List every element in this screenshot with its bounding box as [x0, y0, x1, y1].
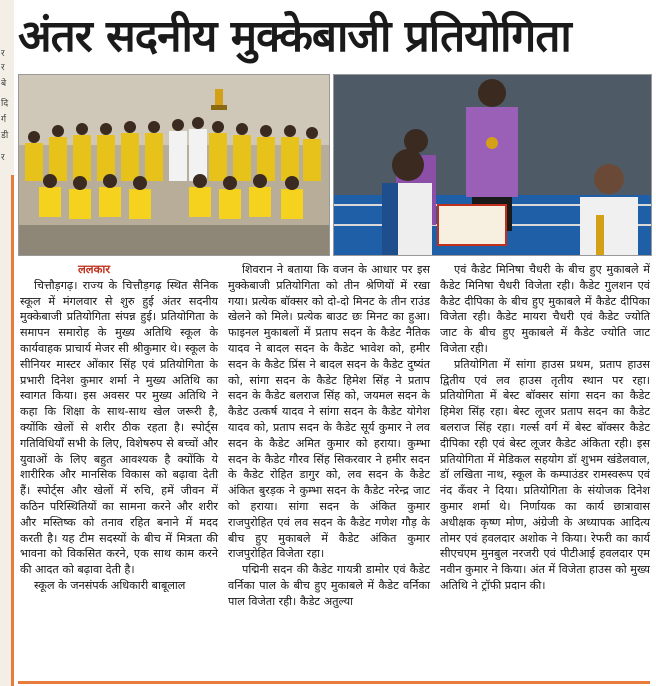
margin-fragment: डी	[1, 131, 9, 141]
article-column-1	[20, 262, 218, 680]
margin-fragment: र	[1, 49, 5, 59]
article-body	[18, 262, 650, 680]
group-photo	[18, 74, 330, 256]
article-paragraph: पद्मिनी सदन की कैडेट गायत्री डामोर एवं कैडेट वर्निका पाल के बीच हुए मुकाबले में कैडेट वर्निका पाल विजेता रही। कैडेट अतुल्या	[228, 563, 430, 608]
article-column-2	[228, 262, 430, 680]
byline: ललकार	[78, 262, 111, 276]
award-photo-illustration	[334, 75, 651, 255]
article-paragraph: शिवरान ने बताया कि वजन के आधार पर इस मुक्केबाजी प्रतियोगिता को तीन श्रेणियों में रखा गया। प्रत्येक बॉक्सर को दो-दो मिनट के तीन राउंड खेलने को मिले। प्रत्येक बाउट छः मिनट का हुआ। फाइनल मुकाबलों में प्रताप सदन के कैडेट नैतिक यादव ने बादल सदन के कैडेट भावेश को, हमीर सदन के कैडेट प्रिंस ने बादल सदन के कैडेट दुष्यंत को, सांगा सदन के कैडेट हिमेश सिंह ने प्रताप सदन के कैडेट बलराज सिंह को, जयमल सदन के कैडेट उत्कर्ष यादव ने सांगा सदन के कैडेट योगेश यादव को, प्रताप सदन के कैडेट सूर्य कुमार ने लव सदन के कैडेट अमित कुमार को हराया। कुम्भा सदन के कैडेट गौरव सिंह सिकरवार ने हमीर सदन के कैडेट रोहित डागुर को, लव सदन के कैडेट अंकित बुरड़क ने कुम्भा सदन के कैडेट नरेन्द्र जाट को हराया। सांगा सदन के अंकित कुमार राजपुरोहित एवं लव सदन के कैडेट गणेश गौड़ के बीच हुए मुकाबले में कैडेट अंकित कुमार राजपुरोहित विजेता रहा।	[228, 263, 430, 561]
margin-accent-bar	[11, 175, 14, 686]
group-photo-illustration	[19, 75, 329, 255]
margin-fragment: र	[1, 63, 5, 73]
article-column-3	[440, 262, 650, 680]
headline: अंतर सदनीय मुक्केबाजी प्रतियोगिता	[18, 11, 571, 62]
left-margin-strip	[0, 0, 14, 686]
article-paragraph: एवं कैडेट मिनिषा चैधरी के बीच हुए मुकाबले में कैडेट मिनिषा चैधरी विजेता रही। कैडेट गुलशन एवं कैडेट दीपिका के बीच हुए मुकाबले में कैडेट दीपिका विजेता रही। कैडेट मायरा चैधरी एवं कैडेट ज्योति जाट के बीच हुए मुकाबले में कैडेट ज्योति जाट विजेता रही।	[440, 263, 650, 355]
margin-fragment: र	[1, 153, 5, 163]
margin-fragment: बे	[1, 79, 7, 89]
article-paragraph: स्कूल के जनसंपर्क अधिकारी बाबूलाल	[34, 578, 186, 592]
article-paragraph: चित्तौड़गढ़। राज्य के चित्तौड़गढ़ स्थित सैनिक स्कूल में मंगलवार से शुरु हुई अंतर सदनीय मुक्केबाजी प्रतियोगिता संपन्न हुई। प्रतियोगिता के समापन समारोह के मुख्य अतिथि स्कूल के कार्यवाहक प्राचार्य मेजर सी श्रीकुमार थे। स्कूल के सीनियर मास्टर ओंकार सिंह एवं प्रतियोगिता के प्रभारी दिनेश कुमार शर्मा ने मुख्य अतिथि का स्वागत किया। इस अवसर पर मुख्य अतिथि ने कहा कि शिक्षा के साथ-साथ खेल जरूरी है, क्योंकि खेलों से शरीर ठीक रहता है। स्पोर्ट्स गतिविधियाँ सभी के लिए, विशेषरुप से बच्चों और युवाओं के लिए बहुत आवश्यक है क्योंकि ये शारीरिक और मानसिक विकास को बढ़ावा देती हैं। स्पोर्ट्स और खेलों में रुचि, हमें जीवन में कठिन परिस्थितियों का सामना करने और शरीर और मस्तिष्क को तनाव रहित बनाने में मदद करती है। यह टीम सदस्यों के बीच में मित्रता की भावना को विकसित करने, एक साथ काम करने की आदत को बढ़ावा देती है।	[20, 278, 218, 577]
bottom-accent-rule	[18, 681, 650, 684]
margin-fragment: दि	[1, 99, 9, 109]
article-paragraph: प्रतियोगिता में सांगा हाउस प्रथम, प्रताप हाउस द्वितीय एवं लव हाउस तृतीय स्थान पर रहा। प्रतियोगिता में बेस्ट बॉक्सर सांगा सदन का कैडेट हिमेश सिंह रहा। बेस्ट लूजर प्रताप सदन का कैडेट बलराज सिंह रहा। गर्ल्स वर्ग में बेस्ट बॉक्सर कैडेट दीपिका रही एवं बेस्ट लूजर कैडेट अंकिता रही। इस प्रतियोगिता में मेडिकल सहयोग डॉ शुभम खंडेलवाल, डॉ लखिता नाथ, स्कूल के कम्पाउंडर रामस्वरूप एवं नंद कँवर ने दिया। प्रतियोगिता के संयोजक दिनेश कुमार शर्मा थे। निर्णायक का कार्य छात्रावास अधीक्षक कृष्ण मोण, अंग्रेजी के अध्यापक आदित्य तोमर एवं हवलदार अशोक ने किया। रेफरी का कार्य सीएचएम मुनबुल नरजरी एवं पीटीआई हवलदार एम नवीन कुमार ने किया। अंत में विजेता हाउस को मुख्य अतिथि ने ट्रॉफी प्रदान की।	[440, 357, 650, 592]
margin-fragment: र्ग	[1, 115, 7, 125]
award-photo	[333, 74, 652, 256]
